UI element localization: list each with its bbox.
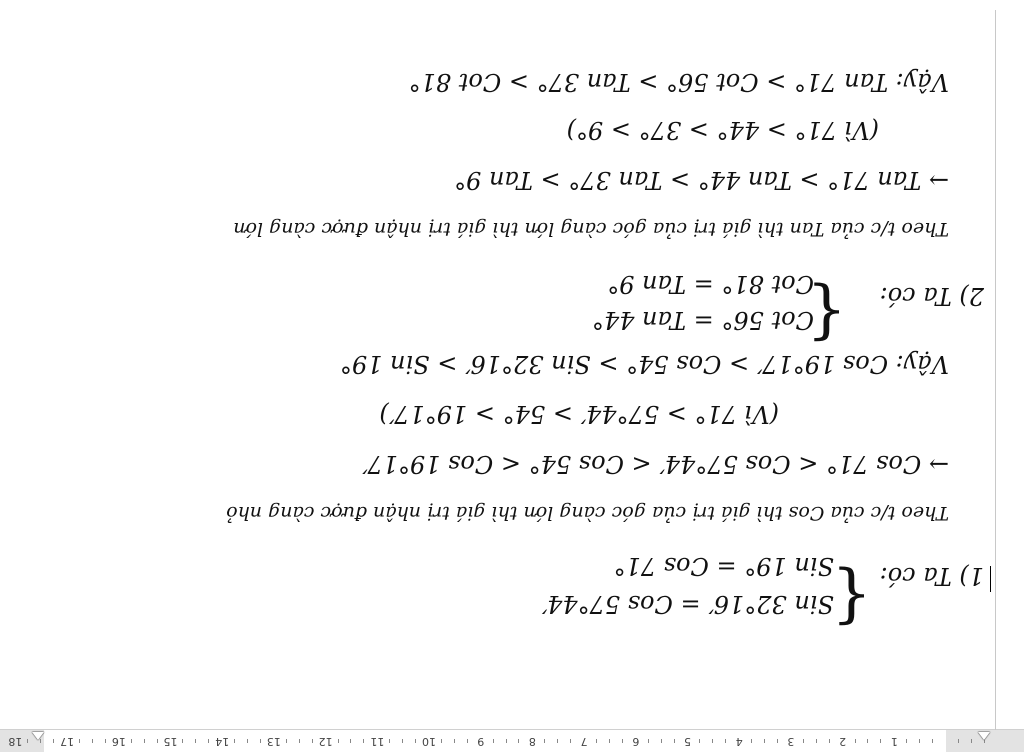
ruler-minor-tick [53, 739, 54, 743]
page-edge-line [995, 10, 996, 730]
ruler-minor-tick [363, 739, 364, 743]
ruler-minor-tick [157, 739, 158, 743]
ruler-minor-tick [544, 739, 545, 743]
p1-system-line-2: Sin 19° = Cos 71° [613, 552, 834, 580]
ruler-number: 10 [422, 735, 436, 748]
ruler-number: 1 [890, 735, 898, 748]
ruler-number: 8 [528, 735, 536, 748]
ruler-minor-tick [803, 739, 804, 743]
ruler-number: 3 [787, 735, 795, 748]
ruler-number: 9 [477, 735, 485, 748]
ruler-minor-tick [971, 739, 972, 743]
first-line-indent-marker[interactable] [978, 732, 990, 740]
ruler-minor-tick [312, 739, 313, 743]
ruler-minor-tick [622, 739, 623, 743]
ruler-minor-tick [777, 739, 778, 743]
p2-brace: { [806, 277, 847, 351]
ruler-number: 18 [8, 735, 23, 748]
ruler-minor-tick [699, 739, 700, 743]
p2-theorem-text: Theo t/c của Tan thì giá trị của góc càng lớn thì giá trị nhận được càng lớn [233, 218, 949, 240]
ruler-number: 16 [111, 735, 126, 748]
p2-arrow-line: → Tan 71° > Tan 44° > Tan 37° > Tan 9° [454, 166, 949, 194]
ruler-minor-tick [829, 739, 830, 743]
ruler-number: 5 [684, 735, 691, 748]
ruler-minor-tick [764, 739, 765, 743]
ruler-minor-tick [661, 739, 662, 743]
ruler-number: 17 [60, 735, 75, 748]
p1-brace: { [831, 561, 872, 635]
ruler-minor-tick [79, 739, 80, 743]
ruler-number: 15 [163, 735, 178, 748]
ruler-minor-tick [27, 739, 28, 743]
ruler-minor-tick [441, 739, 442, 743]
ruler-minor-tick [919, 739, 920, 743]
ruler-number: 7 [580, 735, 588, 748]
text-cursor [990, 566, 991, 592]
ruler-number: 6 [632, 735, 640, 748]
ruler-minor-tick [867, 739, 868, 743]
p1-label: 1) Ta có: [879, 562, 984, 590]
ruler-minor-tick [195, 739, 196, 743]
p2-conclusion-line: Vậy: Tan 71° > Cot 56° > Tan 37° > Cot 81° [408, 68, 949, 96]
ruler-number: 4 [735, 735, 743, 748]
ruler-minor-tick [906, 739, 907, 743]
ruler-minor-tick [932, 739, 933, 743]
p1-theorem-text: Theo t/c của Cos thì giá trị của góc càng lớn thì giá trị nhận được càng nhỏ [226, 502, 949, 524]
ruler-minor-tick [105, 739, 106, 743]
p2-system-line-1: Cot 56° = Tan 44° [591, 306, 814, 334]
ruler-minor-tick [609, 739, 610, 743]
ruler-minor-tick [712, 739, 713, 743]
ruler-minor-tick [260, 739, 261, 743]
ruler-minor-tick [648, 739, 649, 743]
ruler-number: 13 [266, 735, 281, 748]
ruler-minor-tick [467, 739, 468, 743]
p1-arrow-line: → Cos 71° < Cos 57°44′ < Cos 54° < Cos 19°17′ [361, 450, 949, 478]
p1-conclusion-line: Vậy: Cos 19°17′ > Cos 54° > Sin 32°16′ > Sin 19° [339, 350, 949, 378]
ruler-minor-tick [855, 739, 856, 743]
ruler-number: 12 [318, 735, 333, 748]
ruler-minor-tick [338, 739, 339, 743]
ruler-minor-tick [674, 739, 675, 743]
ruler-minor-tick [506, 739, 507, 743]
ruler-number: 11 [370, 735, 385, 748]
ruler-minor-tick [570, 739, 571, 743]
ruler-minor-tick [880, 739, 881, 743]
ruler-minor-tick [92, 739, 93, 743]
ruler-minor-tick [493, 739, 494, 743]
ruler-minor-tick [389, 739, 390, 743]
ruler-minor-tick [350, 739, 351, 743]
ruler-minor-tick [286, 739, 287, 743]
ruler-minor-tick [234, 739, 235, 743]
ruler-minor-tick [816, 739, 817, 743]
p2-system-line-2: Cot 81° = Tan 9° [607, 270, 814, 298]
ruler-minor-tick [454, 739, 455, 743]
ruler-number: 2 [839, 735, 847, 748]
right-indent-marker[interactable] [32, 732, 44, 740]
ruler-minor-tick [725, 739, 726, 743]
ruler-minor-tick [182, 739, 183, 743]
ruler-minor-tick [751, 739, 752, 743]
p2-label: 2) Ta có: [879, 282, 984, 310]
ruler-minor-tick [518, 739, 519, 743]
ruler-minor-tick [596, 739, 597, 743]
horizontal-ruler[interactable] [0, 729, 1024, 752]
ruler-minor-tick [557, 739, 558, 743]
ruler-number: 14 [215, 735, 230, 748]
p1-system-line-1: Sin 32°16′ = Cos 57°44′ [541, 590, 834, 618]
ruler-minor-tick [144, 739, 145, 743]
p2-reason-line: (Vì 71° > 44° > 37° > 9°) [566, 116, 879, 144]
p1-reason-line: (Vì 71° > 57°44′ > 54° > 19°17′) [379, 400, 779, 428]
ruler-minor-tick [402, 739, 403, 743]
ruler-minor-tick [415, 739, 416, 743]
ruler-minor-tick [958, 739, 959, 743]
ruler-minor-tick [247, 739, 248, 743]
ruler-minor-tick [208, 739, 209, 743]
ruler-minor-tick [131, 739, 132, 743]
ruler-minor-tick [299, 739, 300, 743]
